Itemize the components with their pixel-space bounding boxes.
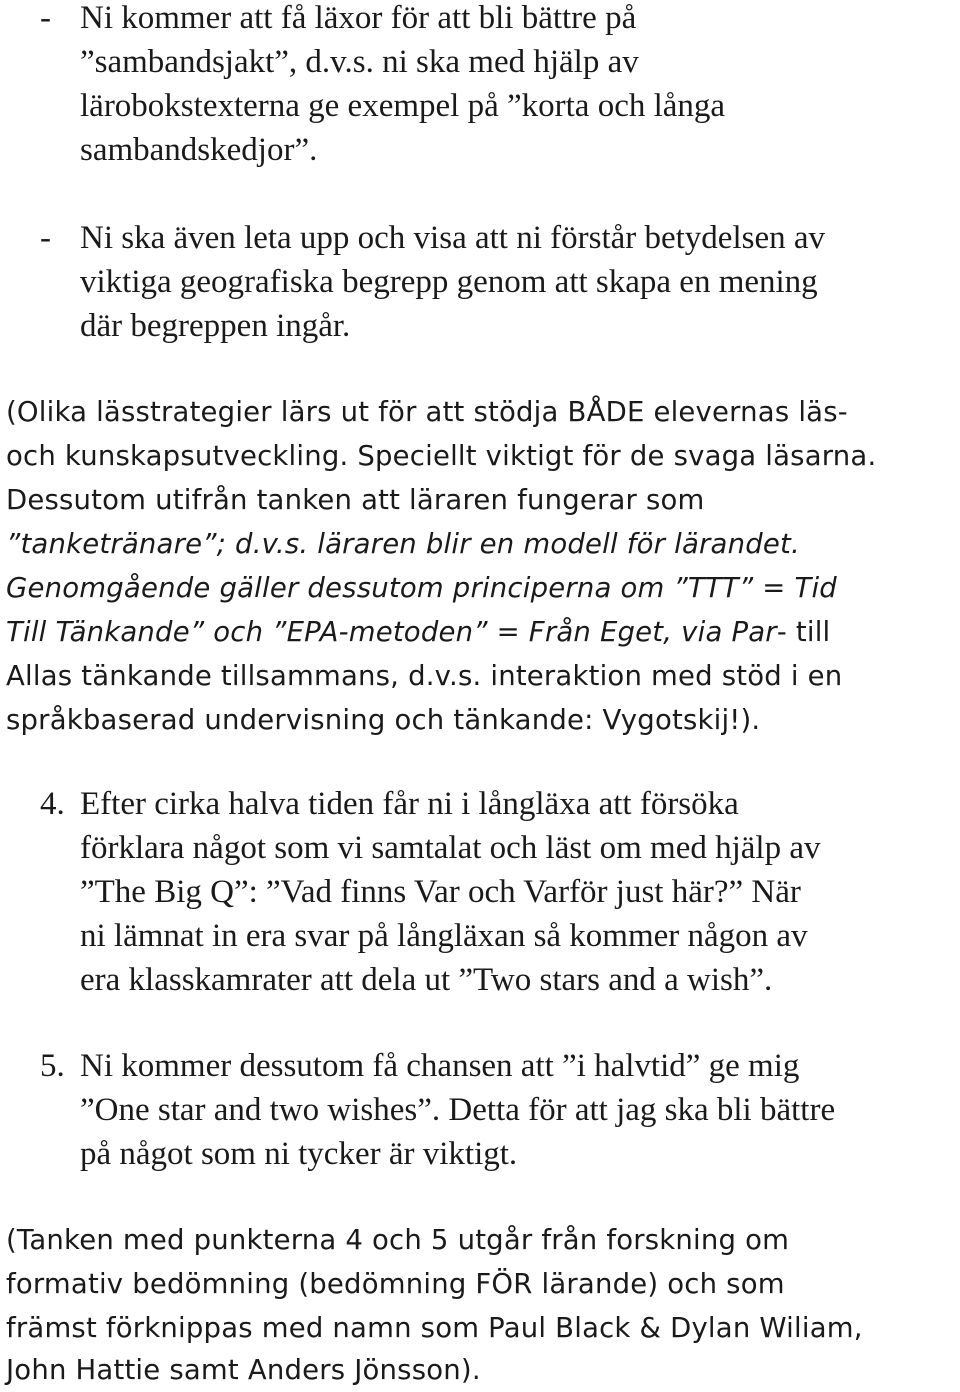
note-text: John Hattie samt Anders Jönsson). [6,1354,481,1386]
note-text: - till [776,616,831,648]
note-text: språkbaserad undervisning och tänkande: Vygotskij!). [6,704,761,736]
bullet-marker: - [40,220,51,256]
note-text-italic: Genomgående gäller dessutom principerna om ”TTT” = Tid [6,572,837,604]
bullet-line: Ni kommer att få läxor för att bli bättre på [80,0,637,36]
item-number: 4. [40,786,65,822]
bullet-line: viktiga geografiska begrepp genom att skapa en mening [80,264,818,300]
item-line: förklara något som vi samtalat och läst om med hjälp av [80,830,821,866]
note-text: Dessutom utifrån tanken att läraren fungerar som [6,484,705,516]
item-line: Efter cirka halva tiden får ni i långläxa att försöka [80,786,739,822]
bullet-marker: - [40,0,51,36]
note-text: (Olika lässtrategier lärs ut för att stödja BÅDE elevernas läs- [6,396,848,428]
item-line: på något som ni tycker är viktigt. [80,1136,518,1172]
note-text: formativ bedömning (bedömning FÖR lärande) och som [6,1268,785,1300]
note-text: (Tanken med punkterna 4 och 5 utgår från forskning om [6,1224,790,1256]
note-text-italic: Till Tänkande” och ”EPA-metoden” = Från Eget, via Par [6,616,777,648]
bullet-line: sambandskedjor”. [80,132,318,168]
item-line: ni lämnat in era svar på långläxan så kommer någon av [80,918,808,954]
item-line: ”The Big Q”: ”Vad finns Var och Varför just här?” När [80,874,801,910]
item-line: ”One star and two wishes”. Detta för att jag ska bli bättre [80,1092,836,1128]
note-text-italic: ”tanketränare”; d.v.s. läraren blir en modell för lärandet. [6,528,800,560]
item-line: era klasskamrater att dela ut ”Two stars and a wish”. [80,962,773,998]
bullet-line: där begreppen ingår. [80,308,351,344]
item-number: 5. [40,1048,65,1084]
bullet-line: lärobokstexterna ge exempel på ”korta och långa [80,88,726,124]
bullet-line: ”sambandsjakt”, d.v.s. ni ska med hjälp av [80,44,639,80]
item-line: Ni kommer dessutom få chansen att ”i halvtid” ge mig [80,1048,800,1084]
bullet-line: Ni ska även leta upp och visa att ni förstår betydelsen av [80,220,826,256]
note-text: främst förknippas med namn som Paul Black & Dylan Wiliam, [6,1312,863,1344]
note-text: och kunskapsutveckling. Speciellt viktigt för de svaga läsarna. [6,440,877,472]
note-text: Allas tänkande tillsammans, d.v.s. interaktion med stöd i en [6,660,843,692]
